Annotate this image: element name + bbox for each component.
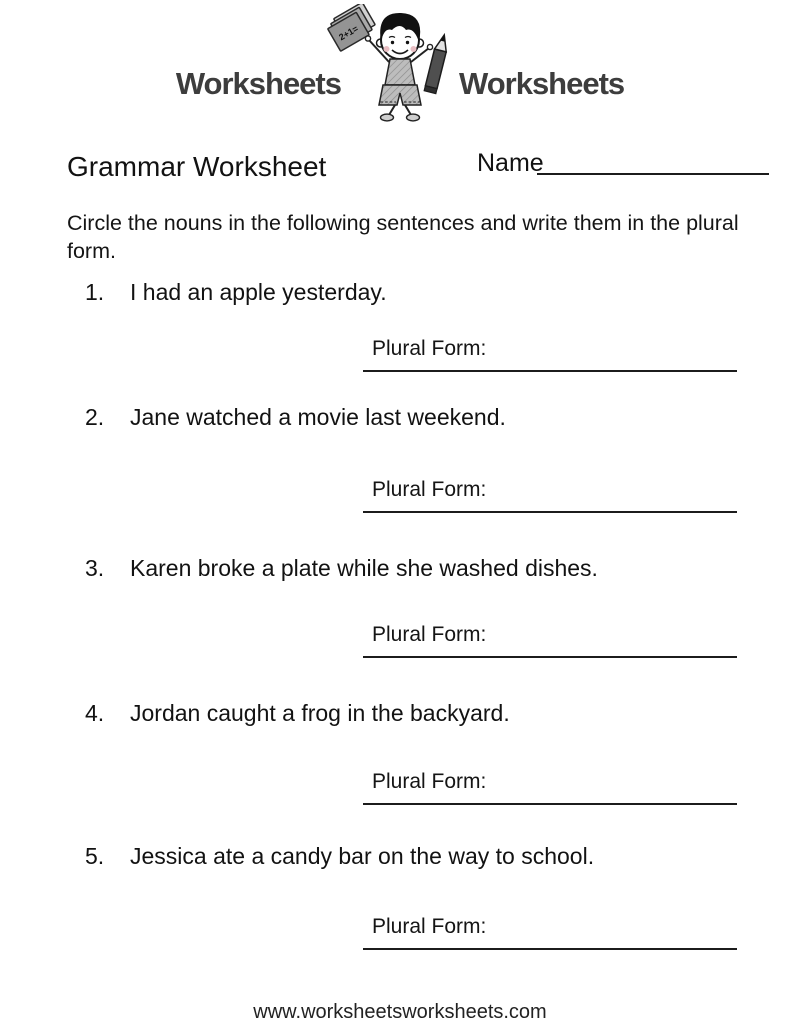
boy-body xyxy=(379,59,421,105)
item-number: 5. xyxy=(85,843,105,869)
answer-write-in-line[interactable] xyxy=(363,656,737,658)
instructions-text: Circle the nouns in the following sentences and write them in the plural form. xyxy=(67,211,739,263)
plural-form-block xyxy=(363,914,737,950)
books-icon xyxy=(328,4,376,51)
name-label: Name xyxy=(477,149,544,177)
book-cover-label: 2+1= xyxy=(337,23,360,43)
item-number: 4. xyxy=(85,700,105,726)
answer-write-in-line[interactable] xyxy=(363,948,737,950)
shoe-icon xyxy=(381,114,394,121)
exercise-row xyxy=(85,553,598,583)
plural-form-block xyxy=(363,769,737,805)
item-sentence: Jessica ate a candy bar on the way to school. xyxy=(130,843,595,869)
exercise-row xyxy=(85,698,510,728)
plural-form-label: Plural Form: xyxy=(372,770,487,793)
item-number: 2. xyxy=(85,404,105,430)
answer-write-in-line[interactable] xyxy=(363,370,737,372)
exercise-row xyxy=(85,841,594,871)
plural-form-block xyxy=(363,477,737,513)
exercise-row xyxy=(85,402,506,432)
name-write-in-line[interactable] xyxy=(537,173,769,175)
plural-form-label: Plural Form: xyxy=(372,623,487,646)
plural-form-block xyxy=(363,336,737,372)
worksheets-wordmark-right: Worksheets xyxy=(459,66,625,101)
exercise-row xyxy=(85,277,387,307)
page-title: Grammar Worksheet xyxy=(67,151,327,182)
answer-write-in-line[interactable] xyxy=(363,803,737,805)
boy-head xyxy=(377,13,424,59)
worksheets-wordmark-left: Worksheets xyxy=(175,66,341,101)
pencil-icon xyxy=(424,33,450,93)
plural-form-block xyxy=(363,622,737,658)
shoe-icon xyxy=(407,114,420,121)
schoolboy-mascot-icon xyxy=(325,4,475,122)
item-sentence: Karen broke a plate while she washed dishes. xyxy=(130,555,598,581)
item-number: 1. xyxy=(85,279,105,305)
plural-form-label: Plural Form: xyxy=(372,337,487,360)
item-sentence: I had an apple yesterday. xyxy=(130,279,387,305)
logo xyxy=(0,4,800,122)
website-url: www.worksheetsworksheets.com xyxy=(253,1001,547,1023)
item-number: 3. xyxy=(85,555,105,581)
plural-form-label: Plural Form: xyxy=(372,915,487,938)
answer-write-in-line[interactable] xyxy=(363,511,737,513)
item-sentence: Jordan caught a frog in the backyard. xyxy=(130,700,510,726)
item-sentence: Jane watched a movie last weekend. xyxy=(130,404,506,430)
plural-form-label: Plural Form: xyxy=(372,478,487,501)
